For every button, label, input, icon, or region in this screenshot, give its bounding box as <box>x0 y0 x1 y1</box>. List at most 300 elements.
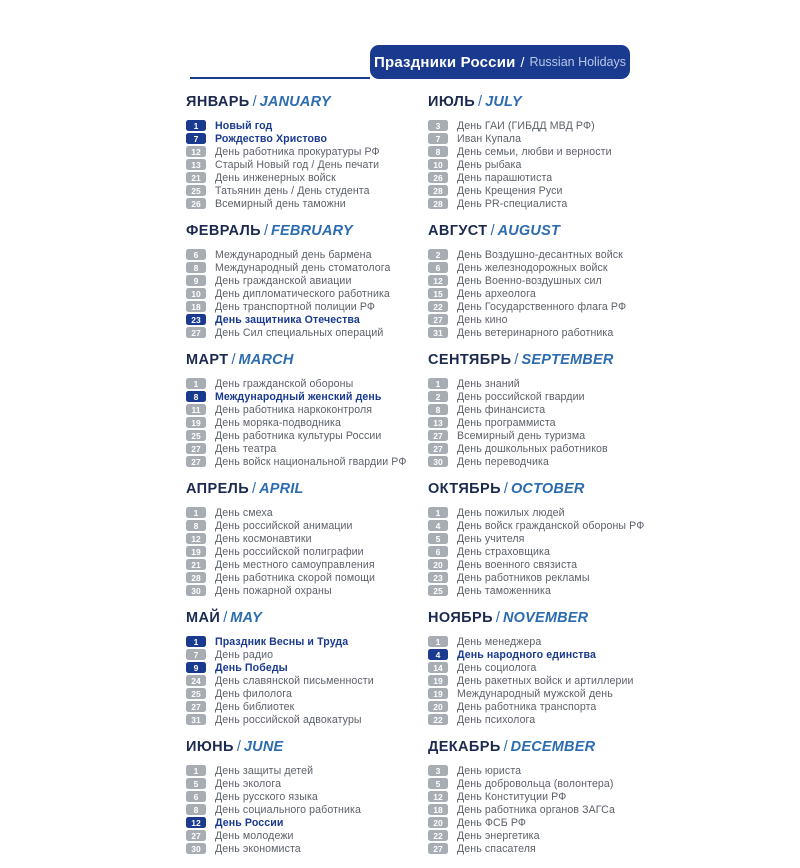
day-badge: 24 <box>186 675 206 686</box>
month-name-en: AUGUST <box>497 223 561 239</box>
day-badge: 22 <box>428 301 448 312</box>
holiday-row <box>428 700 634 713</box>
month-name-en: JANUARY <box>259 94 331 110</box>
day-badge: 25 <box>186 430 206 441</box>
holiday-label: День социального работника <box>215 803 361 816</box>
holiday-row <box>428 377 634 390</box>
day-badge: 23 <box>428 572 448 583</box>
holiday-label: День российской полиграфии <box>215 545 364 558</box>
holiday-row <box>428 558 634 571</box>
holiday-label: День ФСБ РФ <box>457 816 527 829</box>
day-badge: 25 <box>428 585 448 596</box>
month-title <box>428 94 634 111</box>
month-name-en: MAY <box>230 610 262 626</box>
holiday-list <box>428 248 634 339</box>
month-title-separator: / <box>514 352 519 368</box>
day-badge: 27 <box>428 430 448 441</box>
day-badge: 7 <box>428 133 448 144</box>
holiday-label: Новый год <box>215 119 273 132</box>
holiday-row <box>428 842 634 855</box>
day-badge: 20 <box>428 817 448 828</box>
holiday-label: День менеджера <box>457 635 542 648</box>
day-badge: 23 <box>186 314 206 325</box>
holiday-label: День ракетных войск и артиллерии <box>457 674 634 687</box>
day-badge: 30 <box>186 843 206 854</box>
day-badge: 15 <box>428 288 448 299</box>
day-badge: 27 <box>186 830 206 841</box>
month-name-ru: ОКТЯБРЬ <box>428 481 501 497</box>
holiday-row <box>186 506 392 519</box>
holiday-row <box>186 816 392 829</box>
header-rule-line <box>190 77 370 79</box>
month-title <box>186 352 392 369</box>
holiday-row <box>428 416 634 429</box>
day-badge: 27 <box>428 843 448 854</box>
day-badge: 6 <box>428 546 448 557</box>
holiday-row <box>186 442 392 455</box>
day-badge: 27 <box>428 314 448 325</box>
holiday-row <box>186 390 392 403</box>
month-name-en: JULY <box>485 94 522 110</box>
month-title <box>428 223 634 240</box>
holiday-label: День психолога <box>457 713 536 726</box>
month-title-separator: / <box>503 739 508 755</box>
month-title <box>186 610 392 627</box>
holiday-label: Всемирный день туризма <box>457 429 586 442</box>
holiday-row <box>428 132 634 145</box>
holiday-row <box>428 248 634 261</box>
holiday-label: День энергетика <box>457 829 540 842</box>
month-section <box>186 223 392 339</box>
holiday-row <box>186 429 392 442</box>
month-name-ru: НОЯБРЬ <box>428 610 493 626</box>
day-badge: 1 <box>428 507 448 518</box>
day-badge: 19 <box>428 675 448 686</box>
month-section <box>186 481 392 597</box>
holiday-label: День радио <box>215 648 274 661</box>
day-badge: 20 <box>428 701 448 712</box>
day-badge: 4 <box>428 520 448 531</box>
holiday-row <box>186 829 392 842</box>
day-badge: 21 <box>186 172 206 183</box>
month-name-en: MARCH <box>238 352 294 368</box>
page-title-ru: Праздники России <box>373 53 516 71</box>
holiday-row <box>186 119 392 132</box>
holiday-label: День работника скорой помощи <box>215 571 376 584</box>
holiday-label: День семьи, любви и верности <box>457 145 612 158</box>
month-section <box>428 481 645 597</box>
holiday-label: День дошкольных работников <box>457 442 608 455</box>
day-badge: 10 <box>428 159 448 170</box>
day-badge: 19 <box>186 417 206 428</box>
holiday-label: День работника прокуратуры РФ <box>215 145 380 158</box>
holiday-label: День эколога <box>215 777 282 790</box>
holiday-label: День экономиста <box>215 842 301 855</box>
day-badge: 21 <box>186 559 206 570</box>
holiday-row <box>428 661 634 674</box>
holiday-row <box>186 184 392 197</box>
holiday-row <box>186 300 392 313</box>
holiday-label: День Воздушно-десантных войск <box>457 248 623 261</box>
holiday-row <box>428 545 634 558</box>
holiday-row <box>186 790 392 803</box>
holiday-row <box>428 197 634 210</box>
day-badge: 31 <box>428 327 448 338</box>
holiday-row <box>428 429 634 442</box>
month-title-separator: / <box>490 223 495 239</box>
month-section <box>428 223 634 339</box>
holiday-label: День русского языка <box>215 790 318 803</box>
month-section <box>186 739 392 855</box>
holiday-row <box>186 377 392 390</box>
holiday-label: Праздник Весны и Труда <box>215 635 349 648</box>
holiday-label: День библиотек <box>215 700 295 713</box>
holiday-label: День пожилых людей <box>457 506 565 519</box>
holiday-row <box>428 313 634 326</box>
holiday-label: День Военно-воздушных сил <box>457 274 602 287</box>
holiday-row <box>428 674 634 687</box>
holiday-row <box>186 674 392 687</box>
month-name-en: OCTOBER <box>510 481 585 497</box>
month-title-separator: / <box>231 352 236 368</box>
holiday-row <box>428 326 634 339</box>
holiday-row <box>186 803 392 816</box>
day-badge: 25 <box>186 185 206 196</box>
holiday-row <box>428 158 634 171</box>
holiday-row <box>186 158 392 171</box>
day-badge: 22 <box>428 830 448 841</box>
day-badge: 12 <box>186 146 206 157</box>
month-section <box>186 352 407 468</box>
month-title-separator: / <box>223 610 228 626</box>
page-title-en: Russian Holidays <box>529 55 627 69</box>
month-name-ru: МАЙ <box>186 610 221 626</box>
holiday-list <box>186 764 392 855</box>
holiday-label: День славянской письменности <box>215 674 374 687</box>
month-name-en: APRIL <box>259 481 304 497</box>
holiday-row <box>428 803 634 816</box>
day-badge: 18 <box>428 804 448 815</box>
month-section <box>428 94 634 210</box>
holiday-row <box>186 313 392 326</box>
month-title-separator: / <box>252 481 257 497</box>
holiday-label: День работника транспорта <box>457 700 597 713</box>
holiday-row <box>428 171 634 184</box>
holiday-row <box>186 648 392 661</box>
holiday-label: День археолога <box>457 287 536 300</box>
month-title <box>428 481 634 498</box>
holiday-label: Международный день бармена <box>215 248 372 261</box>
holiday-list <box>186 248 392 339</box>
month-title <box>428 352 634 369</box>
day-badge: 30 <box>428 456 448 467</box>
holiday-label: День Конституции РФ <box>457 790 567 803</box>
holiday-row <box>428 403 634 416</box>
holiday-label: День страховщика <box>457 545 551 558</box>
holiday-row <box>186 571 392 584</box>
holiday-row <box>428 635 634 648</box>
holiday-row <box>428 764 634 777</box>
day-badge: 19 <box>186 546 206 557</box>
holiday-label: Всемирный день таможни <box>215 197 346 210</box>
day-badge: 1 <box>186 507 206 518</box>
month-name-en: JUNE <box>243 739 284 755</box>
holiday-row <box>186 764 392 777</box>
day-badge: 27 <box>428 443 448 454</box>
day-badge: 5 <box>428 533 448 544</box>
holiday-list <box>428 377 634 468</box>
month-title <box>186 739 392 756</box>
calendar-columns <box>186 94 800 868</box>
holiday-label: День добровольца (волонтера) <box>457 777 614 790</box>
holiday-row <box>186 326 392 339</box>
holiday-label: День пожарной охраны <box>215 584 332 597</box>
holiday-row <box>186 248 392 261</box>
day-badge: 26 <box>186 198 206 209</box>
day-badge: 20 <box>428 559 448 570</box>
month-title-separator: / <box>263 223 268 239</box>
holiday-label: Иван Купала <box>457 132 522 145</box>
holiday-label: День таможенника <box>457 584 552 597</box>
month-name-ru: ФЕВРАЛЬ <box>186 223 261 239</box>
month-section <box>428 739 634 855</box>
holiday-label: День театра <box>215 442 277 455</box>
holiday-label: День Крещения Руси <box>457 184 563 197</box>
day-badge: 10 <box>186 288 206 299</box>
month-title <box>186 223 392 240</box>
holiday-list <box>428 635 634 726</box>
holiday-label: День российской адвокатуры <box>215 713 362 726</box>
month-title-separator: / <box>252 94 257 110</box>
holiday-label: День военного связиста <box>457 558 578 571</box>
holiday-row <box>428 274 634 287</box>
day-badge: 8 <box>186 391 206 402</box>
month-title <box>186 481 392 498</box>
month-name-ru: ЯНВАРЬ <box>186 94 250 110</box>
holiday-row <box>186 416 392 429</box>
holiday-row <box>428 145 634 158</box>
holiday-row <box>186 145 392 158</box>
day-badge: 13 <box>186 159 206 170</box>
holiday-label: День PR-специалиста <box>457 197 568 210</box>
month-title-separator: / <box>503 481 508 497</box>
holiday-label: День филолога <box>215 687 292 700</box>
month-name-en: NOVEMBER <box>502 610 589 626</box>
holiday-label: День транспортной полиции РФ <box>215 300 376 313</box>
day-badge: 7 <box>186 649 206 660</box>
month-title-separator: / <box>495 610 500 626</box>
day-badge: 9 <box>186 275 206 286</box>
month-name-ru: СЕНТЯБРЬ <box>428 352 512 368</box>
month-section <box>428 352 634 468</box>
day-badge: 5 <box>428 778 448 789</box>
day-badge: 31 <box>186 714 206 725</box>
day-badge: 14 <box>428 662 448 673</box>
day-badge: 2 <box>428 249 448 260</box>
day-badge: 1 <box>186 636 206 647</box>
day-badge: 8 <box>186 520 206 531</box>
holiday-list <box>186 635 392 726</box>
holiday-row <box>428 648 634 661</box>
day-badge: 6 <box>186 249 206 260</box>
month-name-ru: ДЕКАБРЬ <box>428 739 501 755</box>
day-badge: 8 <box>428 146 448 157</box>
holiday-label: Международный мужской день <box>457 687 613 700</box>
month-name-en: FEBRUARY <box>271 223 353 239</box>
day-badge: 19 <box>428 688 448 699</box>
header-title-separator: / <box>520 54 525 70</box>
day-badge: 22 <box>428 714 448 725</box>
holiday-row <box>428 300 634 313</box>
holiday-label: День гражданской обороны <box>215 377 354 390</box>
holiday-row <box>186 842 392 855</box>
holiday-label: День рыбака <box>457 158 522 171</box>
holiday-label: День работника наркоконтроля <box>215 403 373 416</box>
holiday-label: День парашютиста <box>457 171 553 184</box>
day-badge: 8 <box>428 404 448 415</box>
day-badge: 25 <box>186 688 206 699</box>
holiday-label: Татьянин день / День студента <box>215 184 370 197</box>
month-title-separator: / <box>478 94 483 110</box>
holiday-row <box>186 132 392 145</box>
holiday-row <box>428 532 634 545</box>
day-badge: 28 <box>428 185 448 196</box>
holiday-label: День программиста <box>457 416 556 429</box>
holiday-label: День Сил специальных операций <box>215 326 384 339</box>
holiday-row <box>186 519 392 532</box>
holiday-label: День социолога <box>457 661 537 674</box>
calendar-column-right <box>428 94 645 868</box>
holiday-label: Рождество Христово <box>215 132 328 145</box>
holiday-label: День юриста <box>457 764 522 777</box>
header-banner <box>370 45 630 79</box>
holiday-list <box>186 506 392 597</box>
holiday-row <box>428 584 634 597</box>
day-badge: 1 <box>428 636 448 647</box>
holiday-row <box>428 287 634 300</box>
holiday-list <box>186 119 392 210</box>
month-section <box>186 94 392 210</box>
day-badge: 3 <box>428 765 448 776</box>
day-badge: 28 <box>428 198 448 209</box>
day-badge: 12 <box>186 533 206 544</box>
month-title <box>186 94 392 111</box>
holiday-row <box>186 403 392 416</box>
day-badge: 1 <box>428 378 448 389</box>
holiday-label: День Государственного флага РФ <box>457 300 627 313</box>
holiday-row <box>428 687 634 700</box>
holiday-label: День Победы <box>215 661 288 674</box>
holiday-row <box>428 777 634 790</box>
holiday-row <box>186 700 392 713</box>
month-name-ru: АВГУСТ <box>428 223 488 239</box>
day-badge: 18 <box>186 301 206 312</box>
holiday-list <box>428 764 634 855</box>
holiday-label: День войск гражданской обороны РФ <box>457 519 645 532</box>
holiday-row <box>186 171 392 184</box>
month-name-ru: ИЮЛЬ <box>428 94 476 110</box>
holiday-label: День работника культуры России <box>215 429 382 442</box>
day-badge: 12 <box>428 791 448 802</box>
holiday-label: Международный женский день <box>215 390 382 403</box>
holiday-label: День ветеринарного работника <box>457 326 614 339</box>
day-badge: 1 <box>186 765 206 776</box>
month-name-ru: АПРЕЛЬ <box>186 481 250 497</box>
holiday-row <box>186 635 392 648</box>
day-badge: 11 <box>186 404 206 415</box>
holiday-label: День смеха <box>215 506 273 519</box>
holiday-list <box>428 506 645 597</box>
holiday-label: День учителя <box>457 532 525 545</box>
holiday-row <box>428 390 634 403</box>
holiday-label: День переводчика <box>457 455 549 468</box>
holiday-row <box>428 455 634 468</box>
day-badge: 12 <box>428 275 448 286</box>
month-title <box>428 610 634 627</box>
holiday-row <box>428 442 634 455</box>
holiday-label: День работника органов ЗАГСа <box>457 803 616 816</box>
day-badge: 12 <box>186 817 206 828</box>
holiday-row <box>428 713 634 726</box>
day-badge: 28 <box>186 572 206 583</box>
holiday-label: День работников рекламы <box>457 571 590 584</box>
holiday-label: День защитника Отечества <box>215 313 360 326</box>
holiday-label: День моряка-подводника <box>215 416 342 429</box>
holiday-label: День ГАИ (ГИБДД МВД РФ) <box>457 119 595 132</box>
holiday-row <box>186 261 392 274</box>
holiday-label: День кино <box>457 313 508 326</box>
month-name-en: SEPTEMBER <box>521 352 614 368</box>
holiday-row <box>186 558 392 571</box>
holiday-row <box>186 274 392 287</box>
month-title-separator: / <box>236 739 241 755</box>
day-badge: 8 <box>186 262 206 273</box>
holiday-row <box>186 532 392 545</box>
holiday-list <box>186 377 407 468</box>
holiday-row <box>186 455 407 468</box>
holiday-label: День России <box>215 816 284 829</box>
holiday-row <box>186 777 392 790</box>
month-section <box>428 610 634 726</box>
holiday-row <box>428 519 645 532</box>
month-name-ru: МАРТ <box>186 352 229 368</box>
holiday-row <box>428 829 634 842</box>
holiday-label: День местного самоуправления <box>215 558 375 571</box>
holiday-list <box>428 119 634 210</box>
holiday-label: День войск национальной гвардии РФ <box>215 455 407 468</box>
holiday-label: День финансиста <box>457 403 546 416</box>
holiday-label: День космонавтики <box>215 532 312 545</box>
holiday-label: День защиты детей <box>215 764 314 777</box>
holiday-label: День гражданской авиации <box>215 274 352 287</box>
holiday-row <box>428 816 634 829</box>
month-section <box>186 610 392 726</box>
day-badge: 6 <box>186 791 206 802</box>
holiday-label: День знаний <box>457 377 520 390</box>
day-badge: 6 <box>428 262 448 273</box>
day-badge: 27 <box>186 443 206 454</box>
day-badge: 27 <box>186 327 206 338</box>
holiday-row <box>186 545 392 558</box>
holiday-label: День железнодорожных войск <box>457 261 608 274</box>
holiday-row <box>186 661 392 674</box>
day-badge: 13 <box>428 417 448 428</box>
holiday-row <box>428 261 634 274</box>
day-badge: 2 <box>428 391 448 402</box>
month-name-ru: ИЮНЬ <box>186 739 234 755</box>
holiday-row <box>186 687 392 700</box>
day-badge: 9 <box>186 662 206 673</box>
